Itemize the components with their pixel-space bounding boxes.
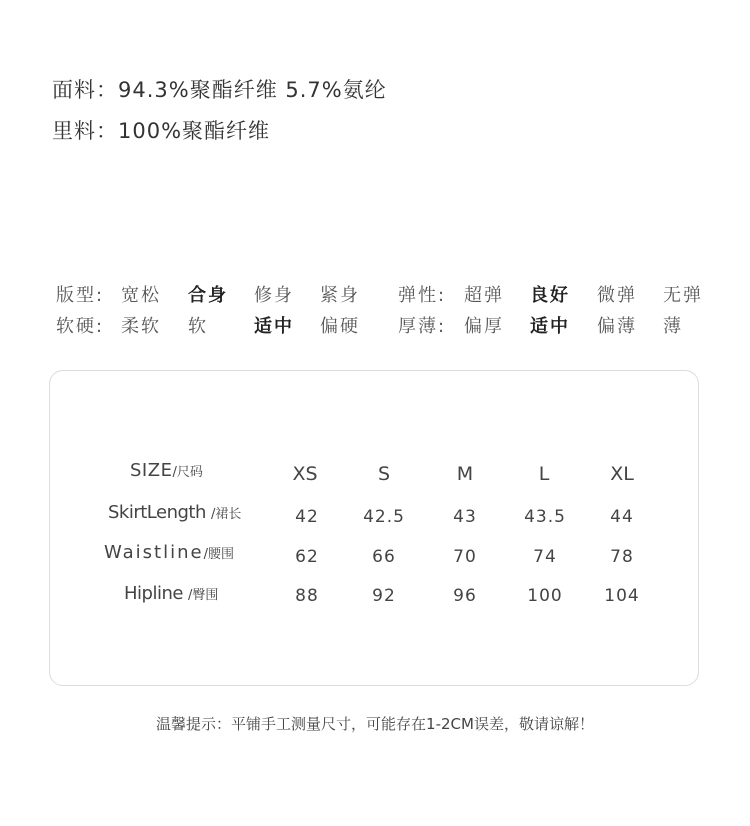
softness-option: 偏硬 xyxy=(320,316,360,337)
thickness-option-selected: 适中 xyxy=(530,316,570,337)
table-cell: 78 xyxy=(610,547,634,567)
fit-option: 宽松 xyxy=(121,285,161,306)
table-cell: 74 xyxy=(533,547,557,567)
thickness-option: 薄 xyxy=(663,316,683,337)
fit-option-selected: 合身 xyxy=(188,285,228,306)
elasticity-option: 微弹 xyxy=(597,285,637,306)
table-cell: 96 xyxy=(453,586,477,606)
table-cell: 44 xyxy=(610,507,634,527)
size-header-cell: M xyxy=(456,463,474,485)
fabric-outer: 面料：94.3%聚酯纤维 5.7%氨纶 xyxy=(52,78,387,102)
thickness-option: 偏薄 xyxy=(597,316,637,337)
softness-option-selected: 适中 xyxy=(254,316,294,337)
table-cell: 43.5 xyxy=(524,507,566,527)
thickness-option: 偏厚 xyxy=(464,316,504,337)
thickness-label: 厚薄: xyxy=(398,316,447,337)
elasticity-option: 超弹 xyxy=(464,285,504,306)
table-cell: 100 xyxy=(527,586,563,606)
size-header-cell: S xyxy=(377,463,391,485)
table-cell: 88 xyxy=(295,586,319,606)
size-header-cell: L xyxy=(538,463,550,485)
row-label-en: SkirtLength xyxy=(108,502,206,523)
table-cell: 42 xyxy=(295,507,319,527)
size-header-label xyxy=(130,460,203,481)
fabric-lining: 里料：100%聚酯纤维 xyxy=(52,119,271,143)
row-label-en: Hipline xyxy=(124,583,183,604)
size-header-en: SIZE xyxy=(130,460,173,481)
table-cell: 66 xyxy=(372,547,396,567)
table-cell: 70 xyxy=(453,547,477,567)
size-chart-card xyxy=(49,370,699,686)
fit-label: 版型: xyxy=(56,285,105,306)
elasticity-label: 弹性: xyxy=(398,285,447,306)
softness-option: 软 xyxy=(188,316,208,337)
table-cell: 92 xyxy=(372,586,396,606)
row-label-zh: /裙长 xyxy=(211,507,242,522)
size-header-cell: XL xyxy=(610,463,634,485)
elasticity-option: 无弹 xyxy=(663,285,703,306)
softness-option: 柔软 xyxy=(121,316,161,337)
softness-label: 软硬: xyxy=(56,316,105,337)
row-label-zh: /臀围 xyxy=(188,588,219,603)
table-row-label xyxy=(108,502,241,523)
fit-option: 修身 xyxy=(254,285,294,306)
table-row-label xyxy=(124,583,218,604)
measurement-note: 温馨提示：平铺手工测量尺寸，可能存在1-2CM误差，敬请谅解！ xyxy=(156,715,594,733)
table-cell: 104 xyxy=(604,586,640,606)
row-label-en: Waistline xyxy=(104,542,204,563)
size-header-cell: XS xyxy=(292,463,318,485)
table-cell: 62 xyxy=(295,547,319,567)
fit-option: 紧身 xyxy=(320,285,360,306)
row-label-zh: /腰围 xyxy=(203,547,234,562)
elasticity-option-selected: 良好 xyxy=(530,285,570,306)
table-row-label xyxy=(104,542,234,563)
size-header-zh: /尺码 xyxy=(172,465,203,480)
table-cell: 43 xyxy=(453,507,477,527)
table-cell: 42.5 xyxy=(363,507,405,527)
